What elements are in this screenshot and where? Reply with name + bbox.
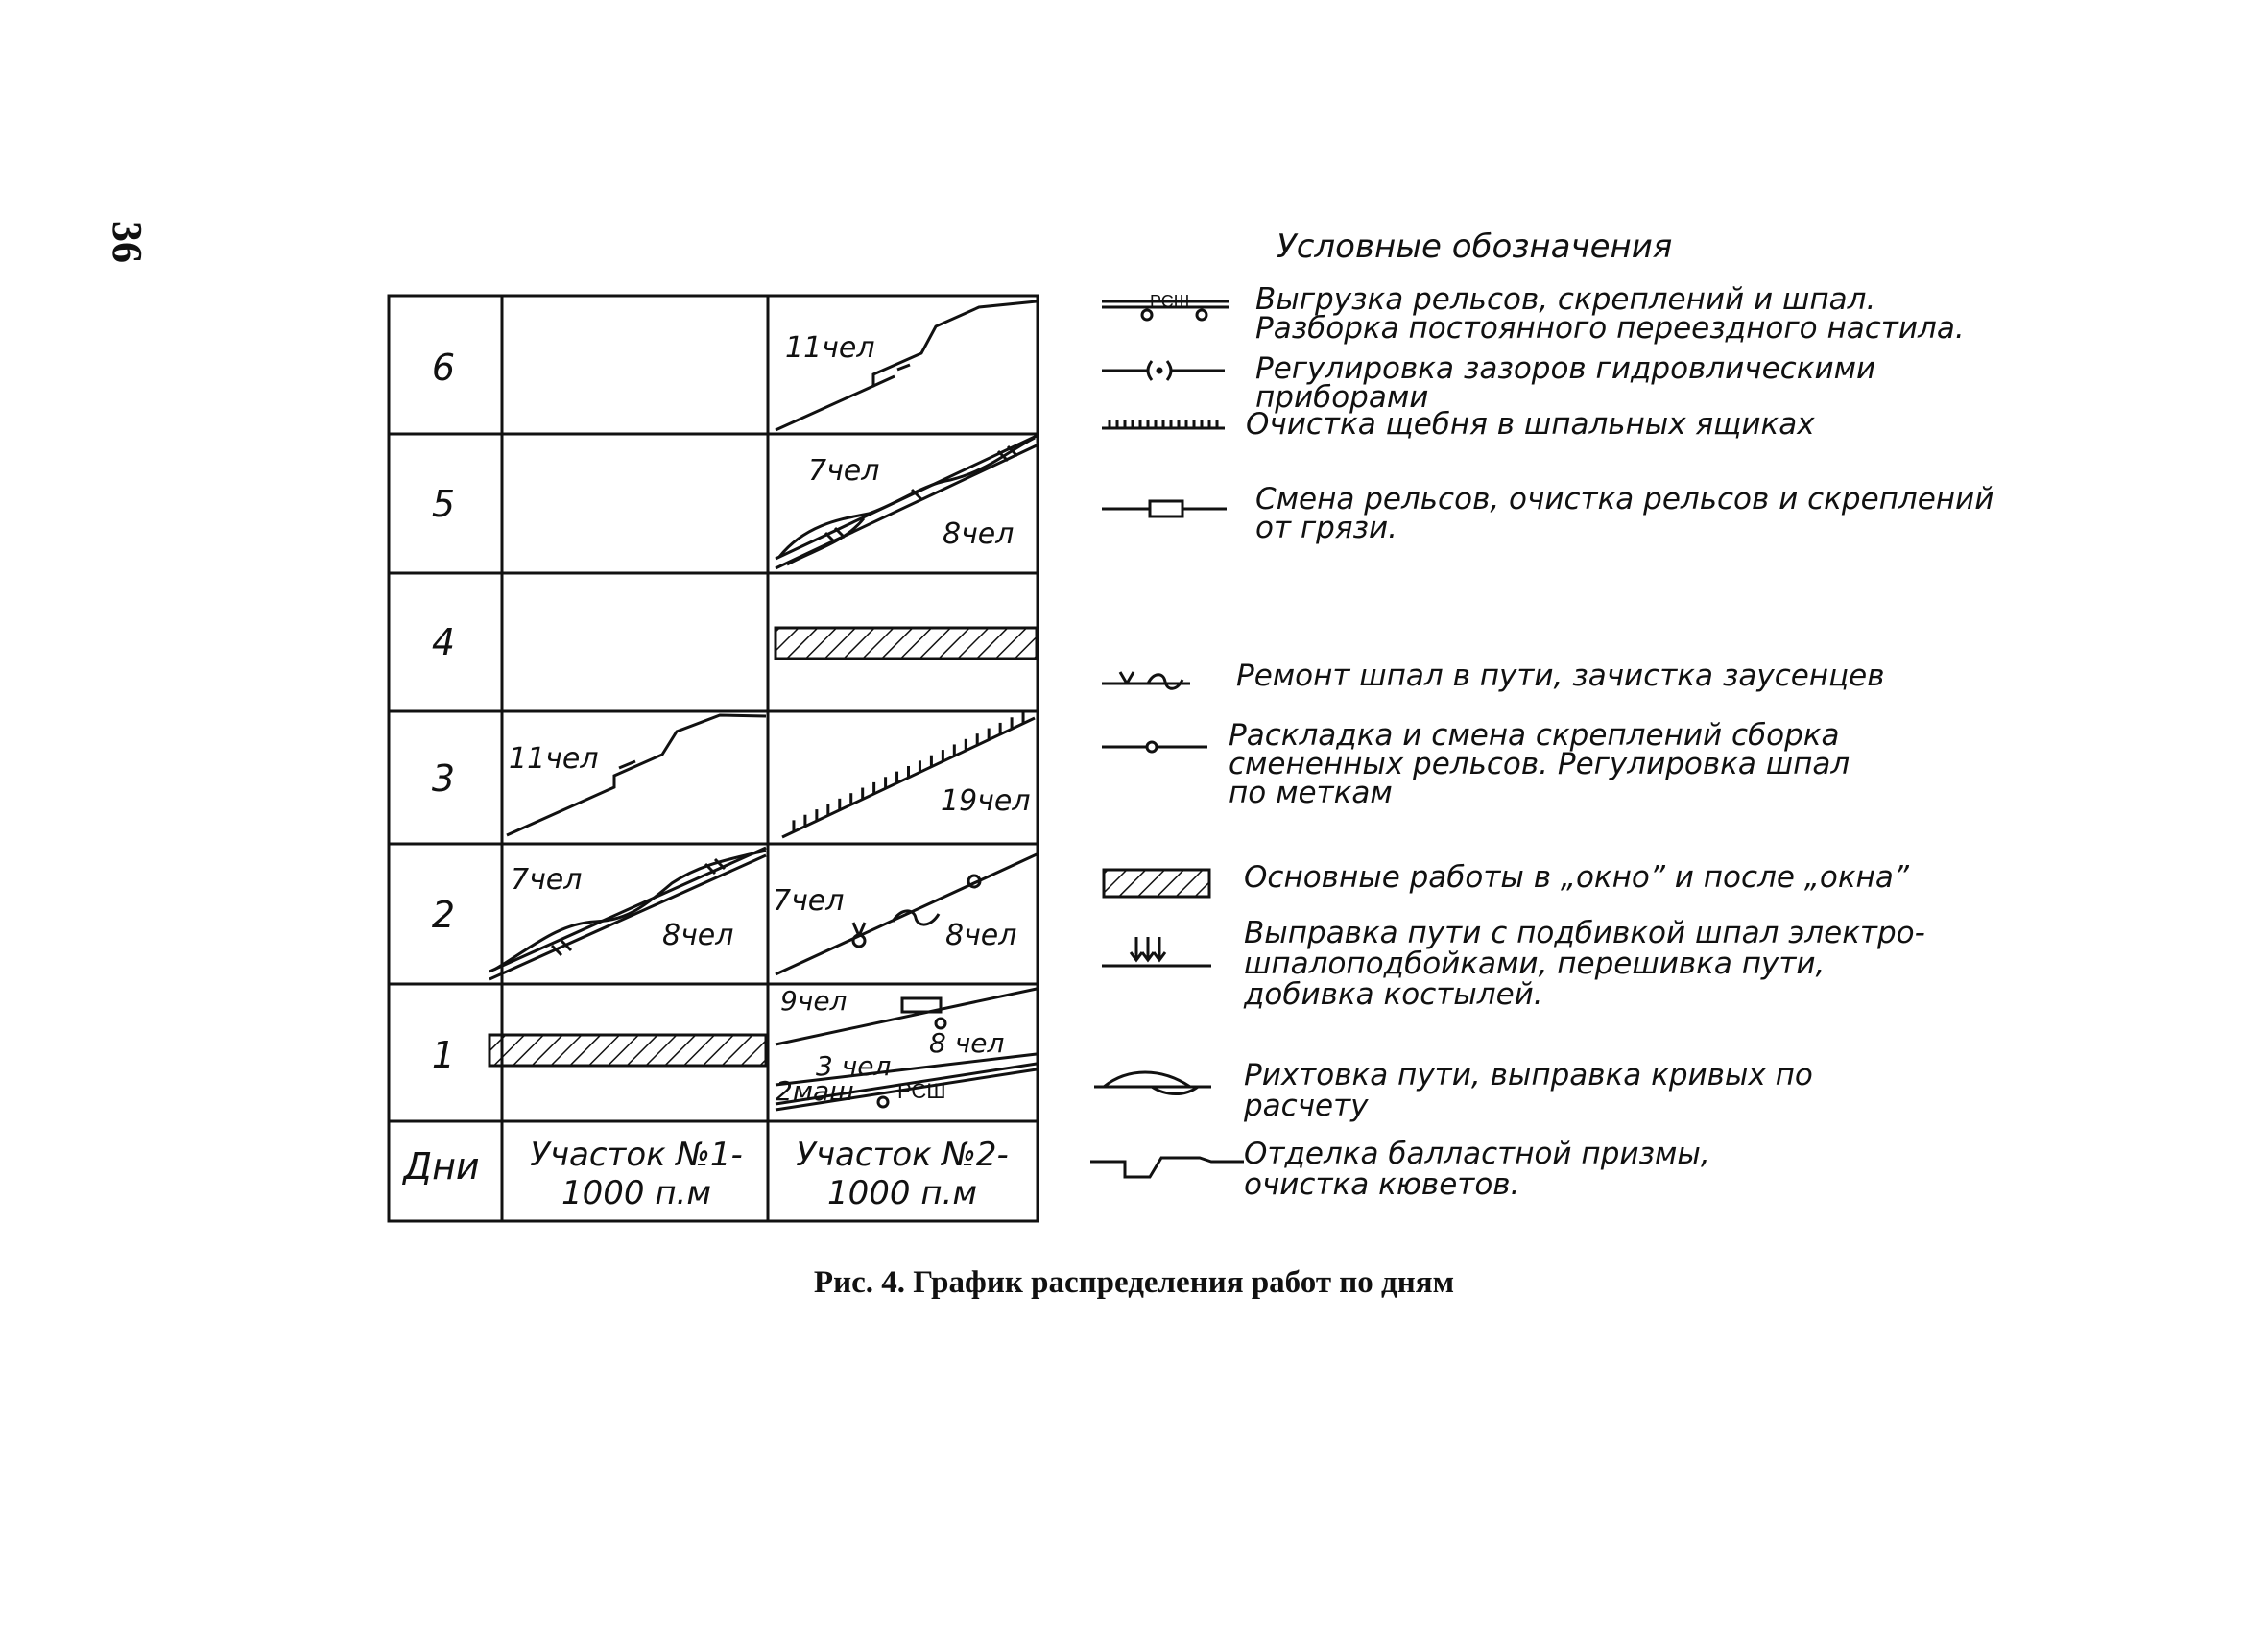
d1-s2-machines-label: 2маш — [776, 1075, 854, 1107]
legend-gap-regulation-line1: Регулировка зазоров гидровлическими — [1255, 351, 1876, 386]
section1-header-line2: 1000 п.м — [561, 1174, 712, 1212]
section1-header-line1: Участок №1- — [530, 1136, 743, 1174]
legend-ballast-cleaning-line1: Очистка щебня в шпальных ящиках — [1246, 407, 1815, 442]
d6-s2-ballast-finishing — [776, 301, 1037, 430]
d1-s2-rsh-tag: РСШ — [897, 1079, 946, 1103]
d3-s2-crew-label: 19чел — [941, 784, 1031, 818]
section2-header-line2: 1000 п.м — [826, 1174, 978, 1212]
d1-s2-crew-label-c: 3 чел — [816, 1050, 892, 1082]
day-label-5: 5 — [431, 483, 456, 525]
legend-symbol-main-works — [1104, 870, 1209, 897]
legend-symbol-rail-replacement — [1102, 501, 1227, 516]
legend-symbol-fastening-layout — [1102, 742, 1207, 752]
d2-s2-crew-label-a: 7чел — [773, 884, 845, 918]
legend-unloading-line2: Разборка постоянного переездного настила. — [1255, 311, 1965, 346]
day-label-2: 2 — [431, 894, 456, 936]
legend-fastening-line3: по меткам — [1229, 776, 1393, 810]
legend-rail-replacement-line2: от грязи. — [1255, 511, 1397, 545]
legend-gap-regulation-line2: приборами — [1255, 380, 1429, 415]
legend-symbol-gap-regulation — [1102, 361, 1225, 380]
legend-sleeper-repair-line1: Ремонт шпал в пути, зачистка заусенцев — [1236, 659, 1885, 693]
d4-s2-main-works-bar — [776, 628, 1037, 659]
legend-alignment-line1: Рихтовка пути, выправка кривых по — [1244, 1058, 1813, 1092]
legend-unloading-line1: Выгрузка рельсов, скреплений и шпал. — [1255, 282, 1876, 317]
legend-symbol-ballast-finishing — [1090, 1158, 1244, 1177]
legend-ballast-finishing-line1: Отделка балластной призмы, — [1244, 1137, 1710, 1171]
figure-caption: Рис. 4. График распределения работ по дням — [813, 1265, 1455, 1300]
day-label-4: 4 — [431, 621, 456, 663]
day-label-1: 1 — [431, 1034, 456, 1076]
section2-header-line1: Участок №2- — [796, 1136, 1009, 1174]
legend-fastening-line2: смененных рельсов. Регулировка шпал — [1229, 747, 1850, 781]
legend-title: Условные обозначения — [1277, 228, 1673, 266]
legend-alignment-line2: расчету — [1244, 1089, 1369, 1123]
day-label-6: 6 — [431, 347, 456, 389]
d1-s2-crew-label-b: 8 чел — [929, 1027, 1005, 1059]
day-label-3: 3 — [431, 757, 456, 800]
d1-s2-crew-label-a: 9чел — [780, 985, 848, 1017]
d1-s1-main-works-bar — [489, 1035, 766, 1066]
legend-main-works-line1: Основные работы в „окно” и после „окна” — [1244, 860, 1909, 895]
d2-s1-crew-label-b: 8чел — [662, 919, 734, 952]
legend-ballast-finishing-line2: очистка кюветов. — [1244, 1167, 1520, 1202]
d5-s2-crew-label-a: 7чел — [808, 454, 880, 488]
d2-s2-crew-label-b: 8чел — [945, 919, 1017, 952]
legend-straightening-line3: добивка костылей. — [1244, 977, 1543, 1012]
legend-fastening-line1: Раскладка и смена скреплений сборка — [1229, 718, 1840, 753]
d6-s2-crew-label: 11чел — [785, 331, 875, 365]
legend-straightening-line2: шпалоподбойками, перешивка пути, — [1244, 947, 1826, 981]
d2-s1-crew-label-a: 7чел — [511, 863, 583, 897]
legend-symbol-track-straightening — [1102, 937, 1211, 966]
days-header: Дни — [403, 1145, 480, 1188]
d5-s2-crew-label-b: 8чел — [943, 517, 1015, 551]
legend-rail-replacement-line1: Смена рельсов, очистка рельсов и скреплений — [1255, 482, 1994, 516]
legend-rsh-tag: РСШ — [1150, 292, 1190, 311]
page-number: 36 — [104, 221, 151, 263]
legend-symbol-alignment — [1094, 1072, 1211, 1094]
d3-s1-crew-label: 11чел — [509, 742, 599, 776]
legend-symbol-sleeper-repair — [1102, 672, 1190, 688]
legend-straightening-line1: Выправка пути с подбивкой шпал электро- — [1244, 916, 1925, 950]
legend-symbols — [1090, 301, 1244, 1177]
